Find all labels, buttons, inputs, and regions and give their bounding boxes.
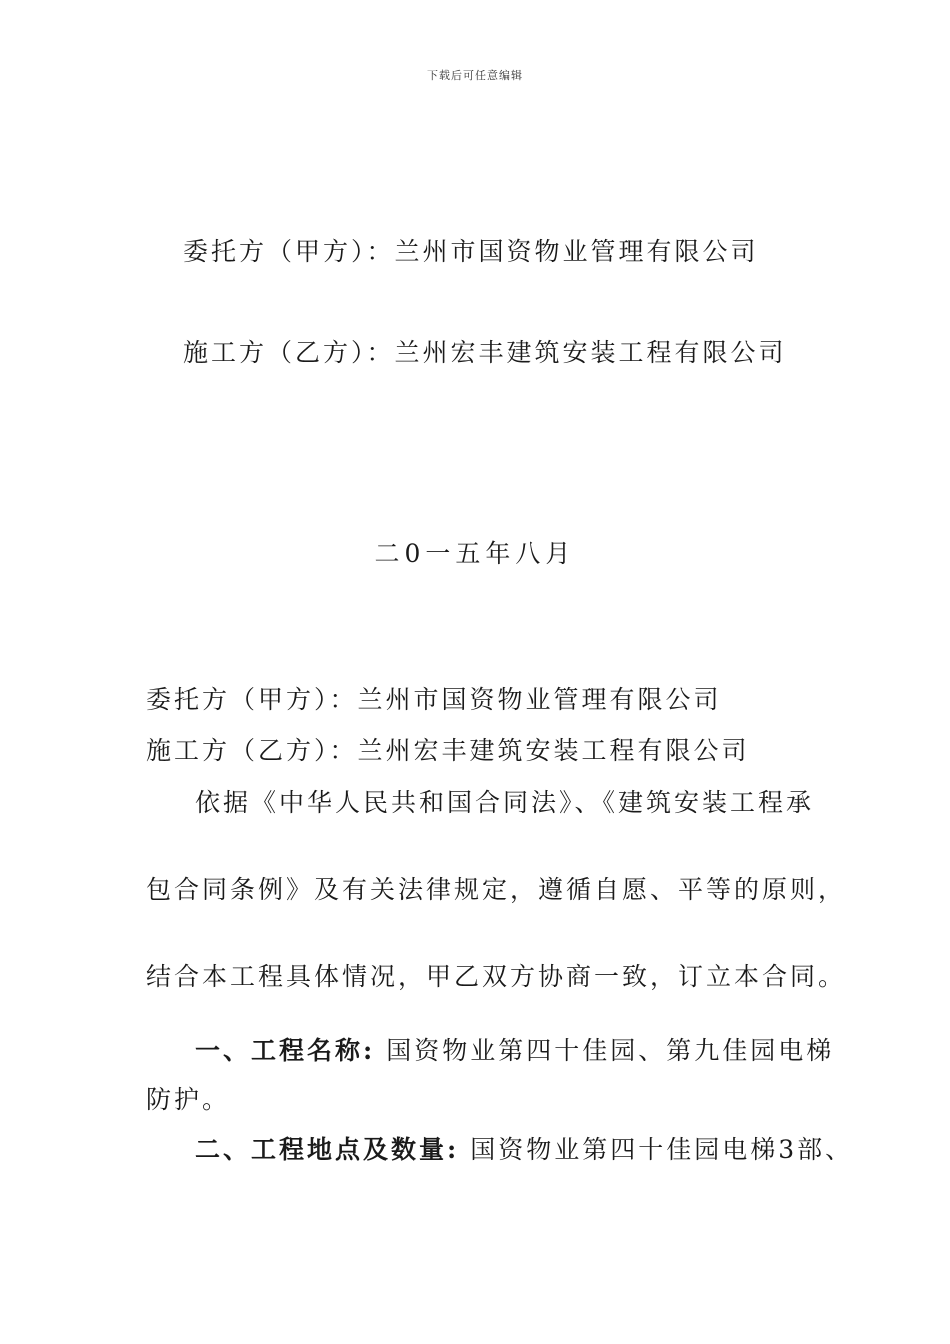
- section2-text: 国资物业第四十佳园电梯3部、: [470, 1135, 854, 1164]
- cover-party-a: 委托方（甲方）：兰州市国资物业管理有限公司: [183, 237, 759, 266]
- section2-heading: 二、工程地点及数量:: [195, 1135, 460, 1164]
- body-party-a: 委托方（甲方）：兰州市国资物业管理有限公司: [146, 685, 722, 714]
- body-party-b: 施工方（乙方）：兰州宏丰建筑安装工程有限公司: [146, 736, 750, 765]
- section1-heading: 一、工程名称:: [195, 1036, 376, 1065]
- section2-line: [195, 1130, 853, 1166]
- intro-line-2: 包合同条例》及有关法律规定，遵循自愿、平等的原则，: [146, 875, 847, 904]
- intro-line-1: 依据《中华人民共和国合同法》、《建筑安装工程承: [195, 788, 815, 817]
- section1-text: 国资物业第四十佳园、第九佳园电梯: [386, 1036, 835, 1065]
- section1-line: [195, 1031, 834, 1067]
- section1-continuation: 防护。: [146, 1085, 231, 1114]
- intro-line-3: 结合本工程具体情况，甲乙双方协商一致，订立本合同。: [146, 962, 847, 991]
- header-note: 下载后可任意编辑: [427, 69, 523, 82]
- cover-party-b: 施工方（乙方）：兰州宏丰建筑安装工程有限公司: [183, 338, 787, 367]
- cover-date: 二0一五年八月: [374, 539, 576, 568]
